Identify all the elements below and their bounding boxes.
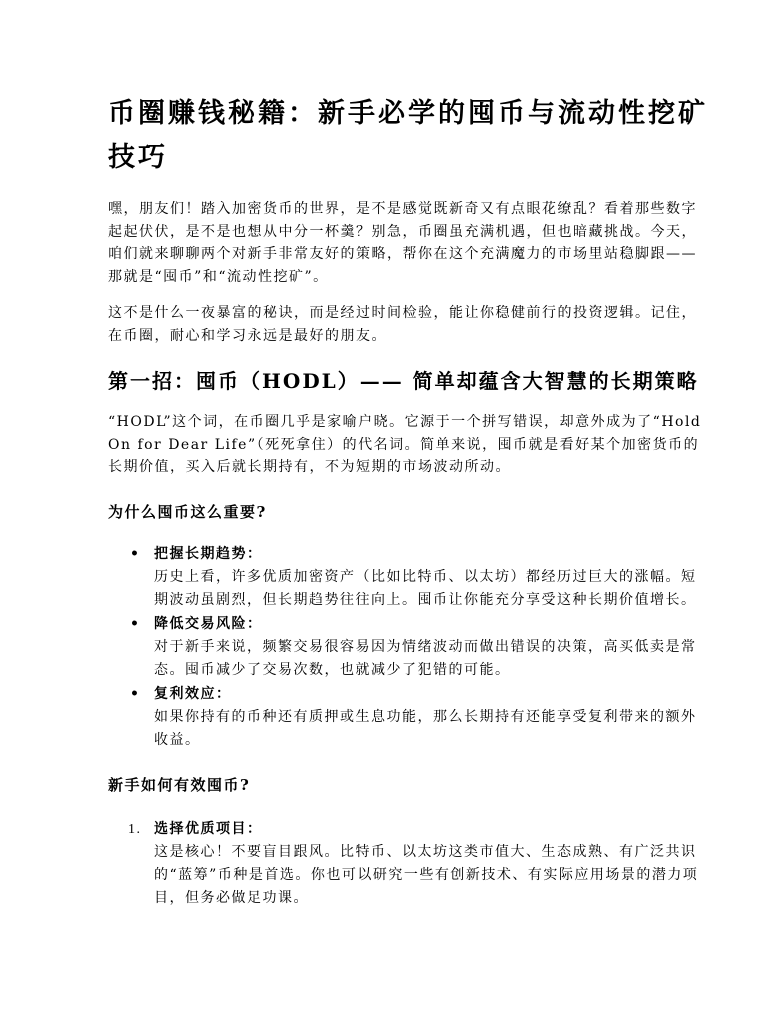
subheading-how-hodl: 新手如何有效囤币? [108, 775, 251, 794]
hodl-paragraph: “HODL”这个词，在币圈几乎是家喻户晓。它源于一个拼写错误，却意外成为了“Hold On for Dear Life”（死死拿住）的代名词。简单来说，囤币就是看好某个加密货币的长期价值，买入后就长期持有，不为短期的市场波动所动。 [108, 414, 702, 475]
list-item [108, 818, 710, 910]
bullet-icon: • [130, 545, 141, 562]
intro-paragraph-1: 嘿，朋友们！踏入加密货币的世界，是不是感觉既新奇又有点眼花缭乱？看着那些数字起起伏伏，是不是也想从中分一杯羹？别急，币圈虽充满机遇，但也暗藏挑战。今天，咱们就来聊聊两个对新手非常友好的策略，帮你在这个充满魔力的市场里站稳脚跟——那就是“囤币”和“流动性挖矿”。 [108, 201, 697, 285]
list-item-text: 对于新手来说，频繁交易很容易因为情绪波动而做出错误的决策，高买低卖是常态。囤币减少了交易次数，也就减少了犯错的可能。 [154, 638, 697, 678]
list-item-text: 如果你持有的币种还有质押或生息功能，那么长期持有还能享受复利带来的额外收益。 [154, 708, 697, 748]
bullet-icon: • [130, 615, 141, 632]
list-item-number: 1. [128, 821, 142, 837]
list-item-title: 降低交易风险： [154, 615, 263, 632]
list-item [108, 683, 710, 752]
why-hodl-list [108, 543, 710, 752]
list-item-title: 选择优质项目： [154, 820, 263, 837]
list-item [108, 543, 710, 612]
how-hodl-list [108, 818, 710, 910]
list-item [108, 613, 710, 682]
list-item-title: 把握长期趋势： [154, 545, 263, 562]
intro-paragraph-2: 这不是什么一夜暴富的秘诀，而是经过时间检验，能让你稳健前行的投资逻辑。记住，在币圈，耐心和学习永远是最好的朋友。 [108, 305, 697, 344]
section-heading-hodl: 第一招：囤币（HODL）—— 简单却蕴含大智慧的长期策略 [108, 369, 699, 393]
page-title: 币圈赚钱秘籍：新手必学的囤币与流动性挖矿技巧 [108, 98, 708, 173]
list-item-text: 历史上看，许多优质加密资产（比如比特币、以太坊）都经历过巨大的涨幅。短期波动虽剧烈，但长期趋势往往向上。囤币让你能充分享受这种长期价值增长。 [154, 568, 697, 608]
bullet-icon: • [130, 685, 141, 702]
list-item-text: 这是核心！不要盲目跟风。比特币、以太坊这类市值大、生态成熟、有广泛共识的“蓝筹”币种是首选。你也可以研究一些有创新技术、有实际应用场景的潜力项目，但务必做足功课。 [154, 843, 699, 906]
subheading-why-hodl: 为什么囤币这么重要? [108, 502, 267, 521]
list-item-title: 复利效应： [154, 685, 232, 702]
